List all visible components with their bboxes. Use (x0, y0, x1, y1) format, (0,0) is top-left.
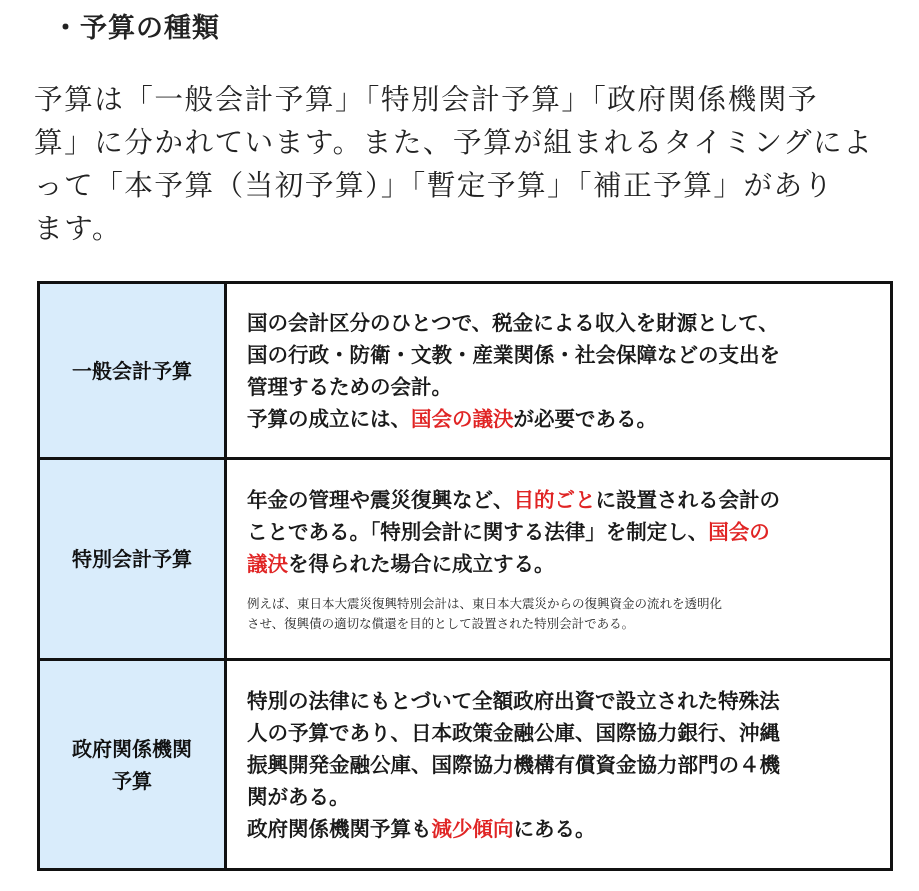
description-line (247, 403, 876, 435)
special-budget-description (227, 460, 890, 661)
highlight-text: 国会の (708, 520, 770, 544)
government-budget-header (40, 661, 227, 868)
text-segment: にある。 (513, 816, 596, 841)
highlight-text: 目的ごと (513, 488, 596, 512)
text-segment: を得られた場合に成立する。 (288, 552, 555, 576)
text-segment: が必要である。 (513, 406, 657, 431)
example-note (247, 594, 876, 634)
text-segment: ことである。「特別会計に関する法律」を制定し、 (247, 520, 709, 544)
description-line: 国の行政・防衛・文教・産業関係・社会保障などの支出を (247, 342, 780, 367)
highlight-text: 減少傾向 (431, 816, 514, 841)
note-line: させ、復興債の適切な償還を目的として設置された特別会計である。 (247, 616, 635, 631)
government-budget-title: 予算 (112, 768, 152, 793)
intro-line: ます。 (34, 211, 122, 245)
government-budget-title: 政府関係機関 (72, 736, 192, 761)
description-line: 国の会計区分のひとつで、税金による収入を財源として、 (247, 310, 779, 335)
description-line: 特別の法律にもとづいて全額政府出資で設立された特殊法 (247, 688, 780, 713)
description-line (247, 548, 876, 580)
budget-types-table (37, 281, 893, 871)
highlight-text: 国会の議決 (411, 406, 514, 431)
text-segment: 予算の成立には、 (247, 406, 411, 431)
description-line (247, 516, 876, 548)
description-line: 管理するための会計。 (247, 374, 452, 399)
description-line (247, 813, 876, 845)
intro-paragraph (34, 78, 894, 250)
text-segment: 年金の管理や震災復興など、 (247, 488, 514, 512)
description-line: 人の予算であり、日本政策金融公庫、国際協力銀行、沖縄 (247, 720, 780, 745)
special-budget-header (40, 460, 227, 661)
text-segment: に設置される会計の (595, 488, 780, 512)
description-line: 関がある。 (247, 784, 350, 809)
special-budget-title: 特別会計予算 (72, 547, 192, 571)
description-line: 振興開発金融公庫、国際協力機構有償資金協力部門の４機 (247, 752, 780, 777)
section-heading: ・予算の種類 (52, 13, 220, 44)
intro-line: って「本予算（当初予算）」「暫定予算」「補正予算」があり (34, 168, 834, 202)
government-budget-description (227, 661, 890, 868)
description-line (247, 484, 876, 516)
highlight-text: 議決 (247, 552, 288, 576)
intro-line: 算」に分かれています。また、予算が組まれるタイミングによ (34, 125, 874, 159)
general-budget-description (227, 284, 890, 460)
text-segment: 政府関係機関予算も (247, 816, 432, 841)
general-budget-header (40, 284, 227, 460)
note-line: 例えば、東日本大震災復興特別会計は、東日本大震災からの復興資金の流れを透明化 (247, 596, 723, 611)
general-budget-title: 一般会計予算 (72, 358, 192, 383)
intro-line: 予算は「一般会計予算」「特別会計予算」「政府関係機関予 (34, 82, 818, 116)
